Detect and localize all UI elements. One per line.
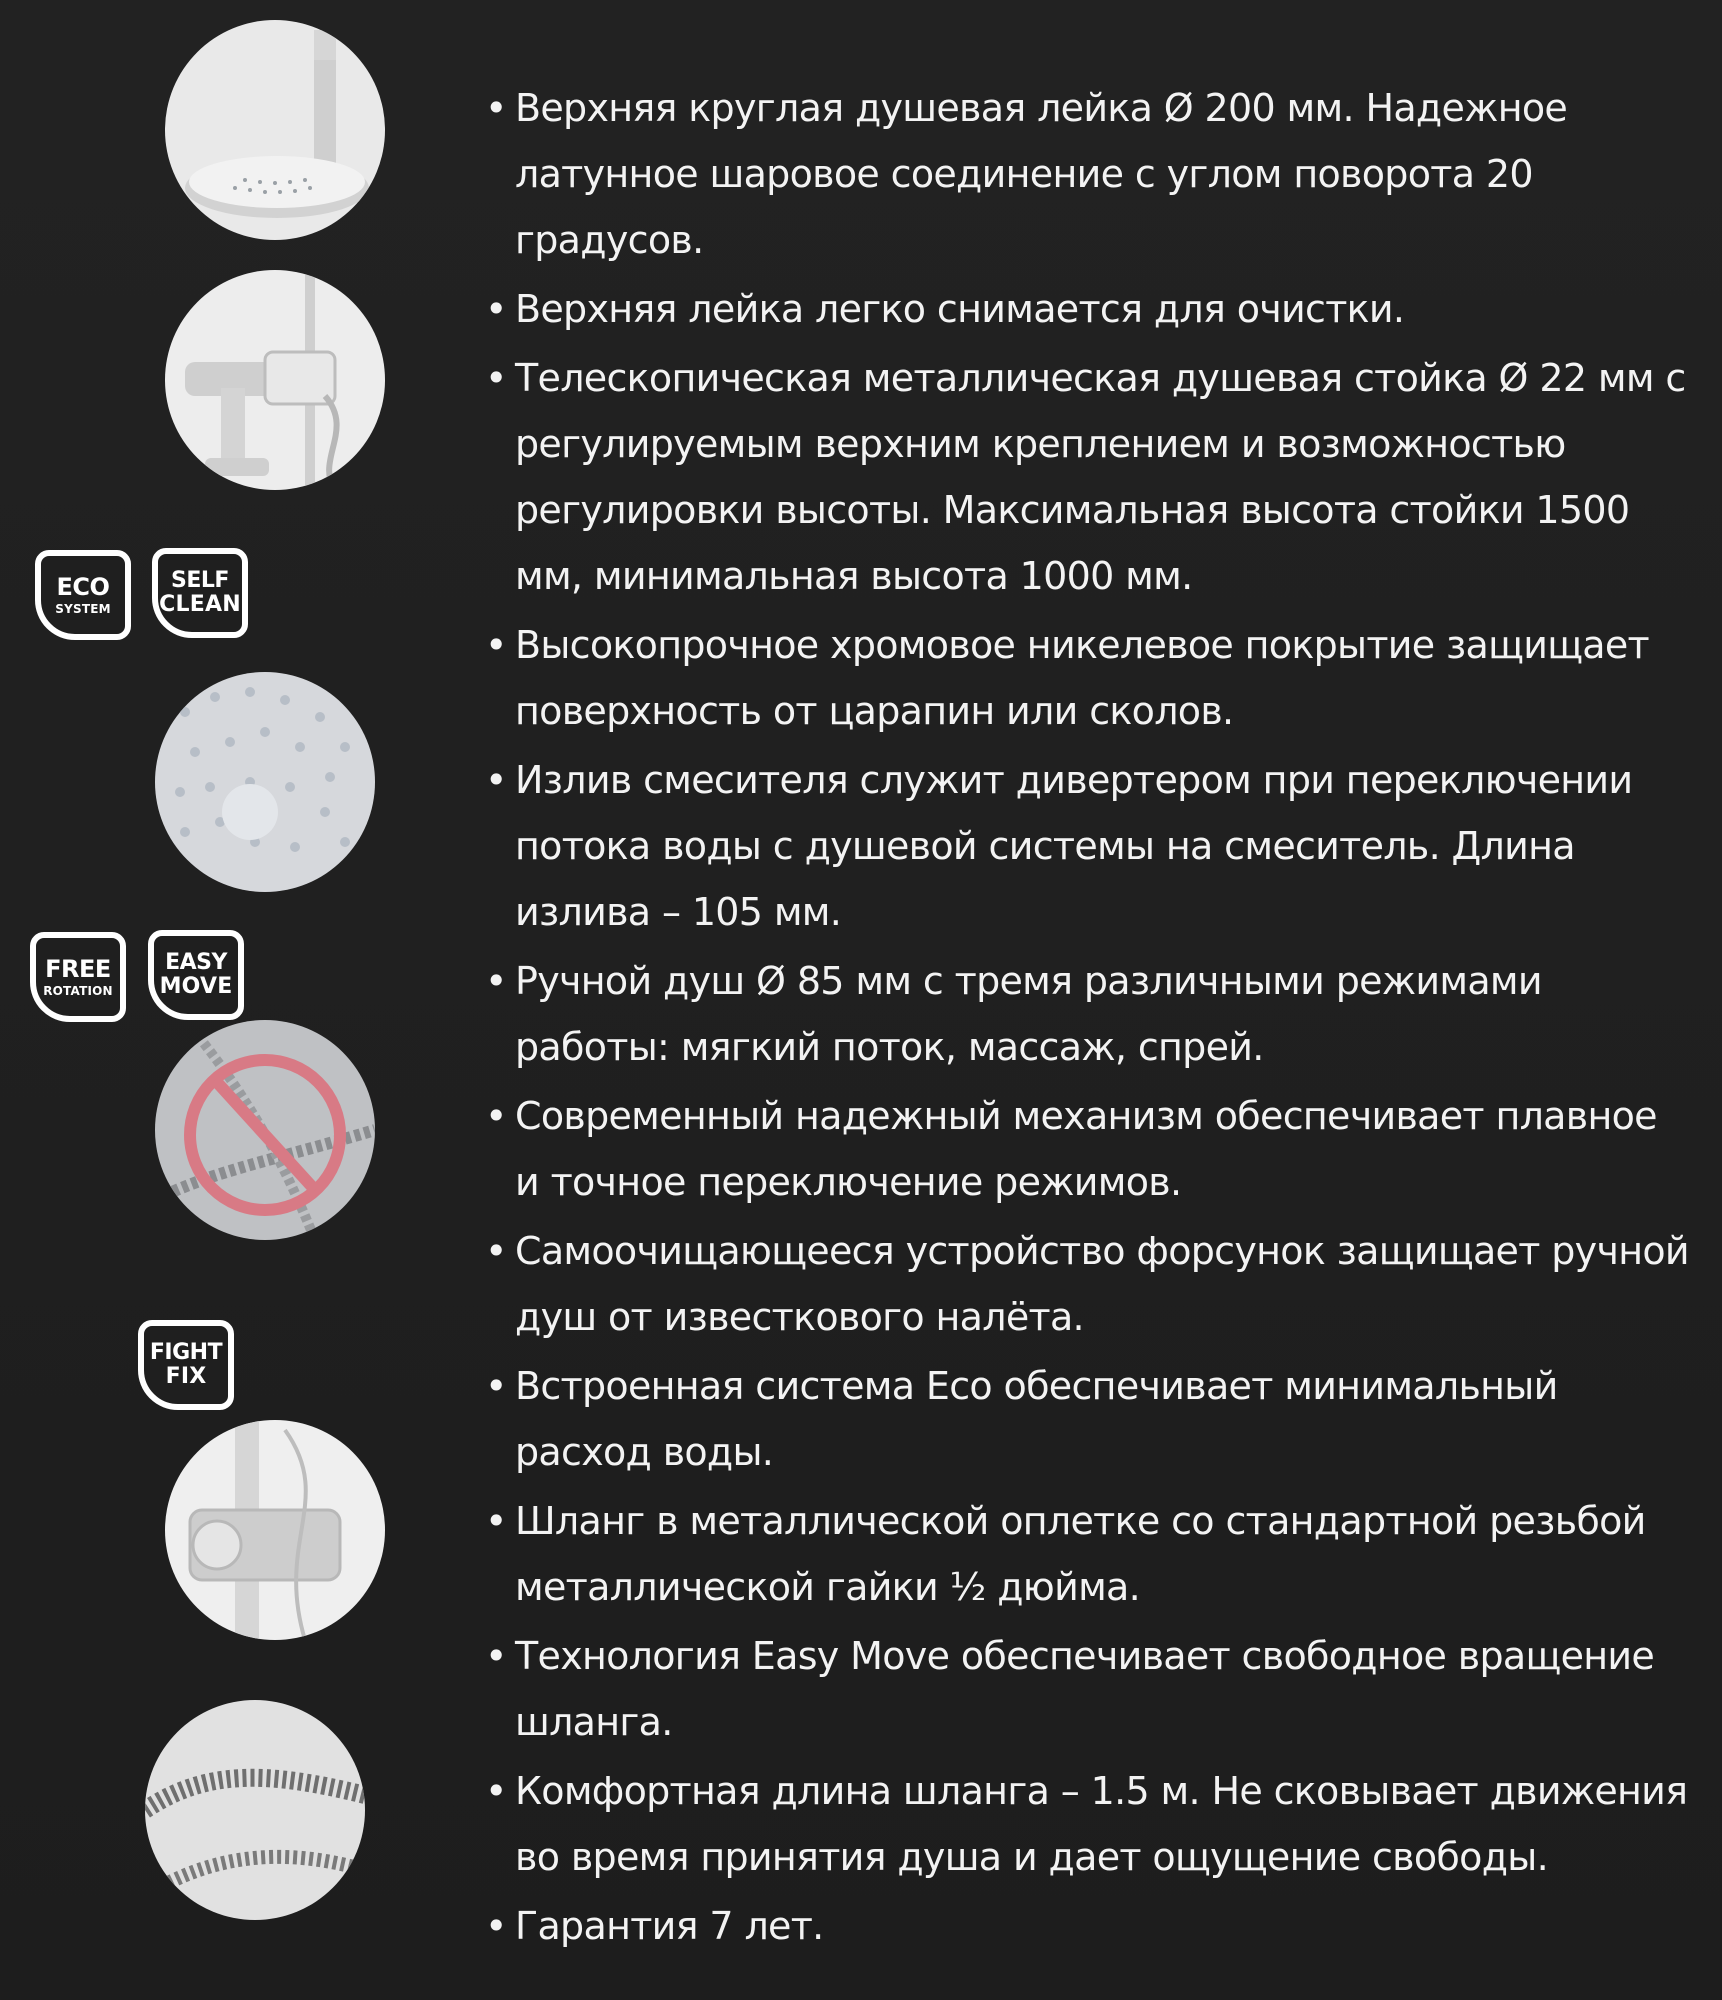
- eco-system-badge-icon: ECO SYSTEM: [35, 550, 131, 640]
- feature-list: [485, 75, 1690, 1962]
- feature-item-overhead-shower: • Верхняя круглая душевая лейка Ø 200 мм. Надежное латунное шаровое соединение с углом поворота 20 градусов.: [485, 75, 1690, 273]
- feature-item-hose-length: • Комфортная длина шланга – 1.5 м. Не сковывает движения во время принятия душа и дает ощущение свободы.: [485, 1758, 1690, 1890]
- feature-item-easy-move: • Технология Easy Move обеспечивает свободное вращение шланга.: [485, 1623, 1690, 1755]
- feature-item-self-clean-nozzles: • Самоочищающееся устройство форсунок защищает ручной душ от известкового налёта.: [485, 1218, 1690, 1350]
- slider-holder-photo: [165, 1420, 385, 1640]
- self-clean-badge-icon: SELF CLEAN: [152, 548, 248, 638]
- feature-item-chrome-coating: • Высокопрочное хромовое никелевое покрытие защищает поверхность от царапин или сколов.: [485, 612, 1690, 744]
- spray-plate-photo: [155, 672, 375, 892]
- feature-item-hand-shower: • Ручной душ Ø 85 мм с тремя различными режимами работы: мягкий поток, массаж, спрей.: [485, 948, 1690, 1080]
- feature-item-eco-system: • Встроенная система Eco обеспечивает минимальный расход воды.: [485, 1353, 1690, 1485]
- easy-move-badge-icon: EASY MOVE: [148, 930, 244, 1020]
- feature-item-telescopic-riser: • Телескопическая металлическая душевая стойка Ø 22 мм с регулируемым верхним креплением и возможностью регулировки высоты. Максимальная высота стойки 1500 мм, минимальная высота 1000 мм.: [485, 345, 1690, 609]
- mixer-spout-photo: [165, 270, 385, 490]
- hose-braid-photo: [145, 1700, 365, 1920]
- feature-item-switch-mechanism: • Современный надежный механизм обеспечивает плавное и точное переключение режимов.: [485, 1083, 1690, 1215]
- feature-item-spout-diverter: • Излив смесителя служит дивертером при переключении потока воды с душевой системы на смеситель. Длина излива – 105 мм.: [485, 747, 1690, 945]
- feature-item-warranty: • Гарантия 7 лет.: [485, 1893, 1690, 1959]
- feature-item-removable-head: • Верхняя лейка легко снимается для очистки.: [485, 276, 1690, 342]
- fight-fix-badge-icon: FIGHT FIX: [138, 1320, 234, 1410]
- free-rotation-badge-icon: FREE ROTATION: [30, 932, 126, 1022]
- feature-item-metal-hose: • Шланг в металлической оплетке со стандартной резьбой металлической гайки ½ дюйма.: [485, 1488, 1690, 1620]
- overhead-shower-photo: [165, 20, 385, 240]
- no-tangle-hose-photo: [155, 1020, 375, 1240]
